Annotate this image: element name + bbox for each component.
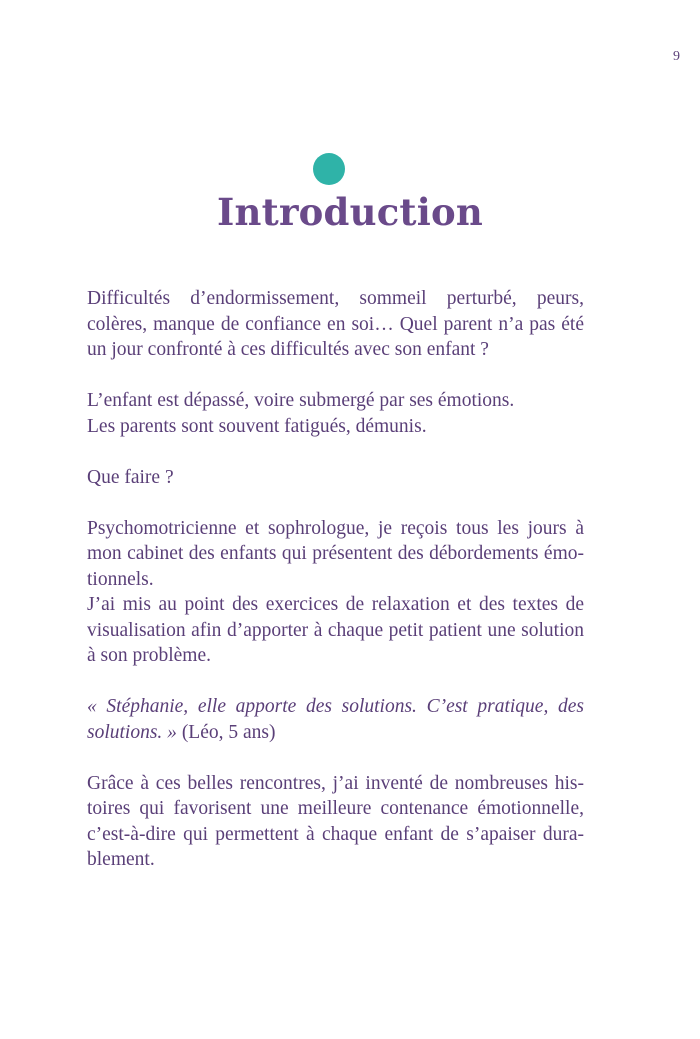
quote-text: « Stéphanie, elle apporte des solutions. C’est pratique, des solutions. » (87, 696, 584, 743)
quote-attribution: (Léo, 5 ans) (176, 721, 276, 743)
chapter-dot-ornament (313, 153, 345, 185)
page-number: 9 (673, 49, 680, 64)
paragraph-parents-tired: Les parents sont souvent fatigués, démunis. (87, 415, 427, 437)
chapter-title: Introduction (217, 190, 483, 234)
paragraph-stories: Grâce à ces belles rencontres, j’ai inventé de nombreuses histoires qui favorisent une meilleure contenance émotionnelle, c’est-à-dire qui permettent à chaque enfant de s’apaiser durablement. (87, 772, 584, 870)
quote-paragraph (87, 694, 584, 745)
paragraph-difficulties: Difficultés d’endormissement, sommeil perturbé, peurs, colères, manque de confiance en soi… Quel parent n’a pas été un jour confronté à ces difficultés avec son enfant ? (87, 288, 584, 360)
body-text (87, 286, 584, 898)
paragraph-exercises: J’ai mis au point des exercices de relaxation et des textes de visualisation afin d’apporter à chaque petit patient une solution à son problème. (87, 594, 584, 666)
paragraph-que-faire: Que faire ? (87, 466, 174, 488)
paragraph-child-overwhelmed: L’enfant est dépassé, voire submergé par ses émotions. (87, 390, 515, 411)
paragraph-author-intro: Psychomotricienne et sophrologue, je reçois tous les jours à mon cabinet des enfants qui présentent des débordements émotionnels. (87, 517, 584, 590)
